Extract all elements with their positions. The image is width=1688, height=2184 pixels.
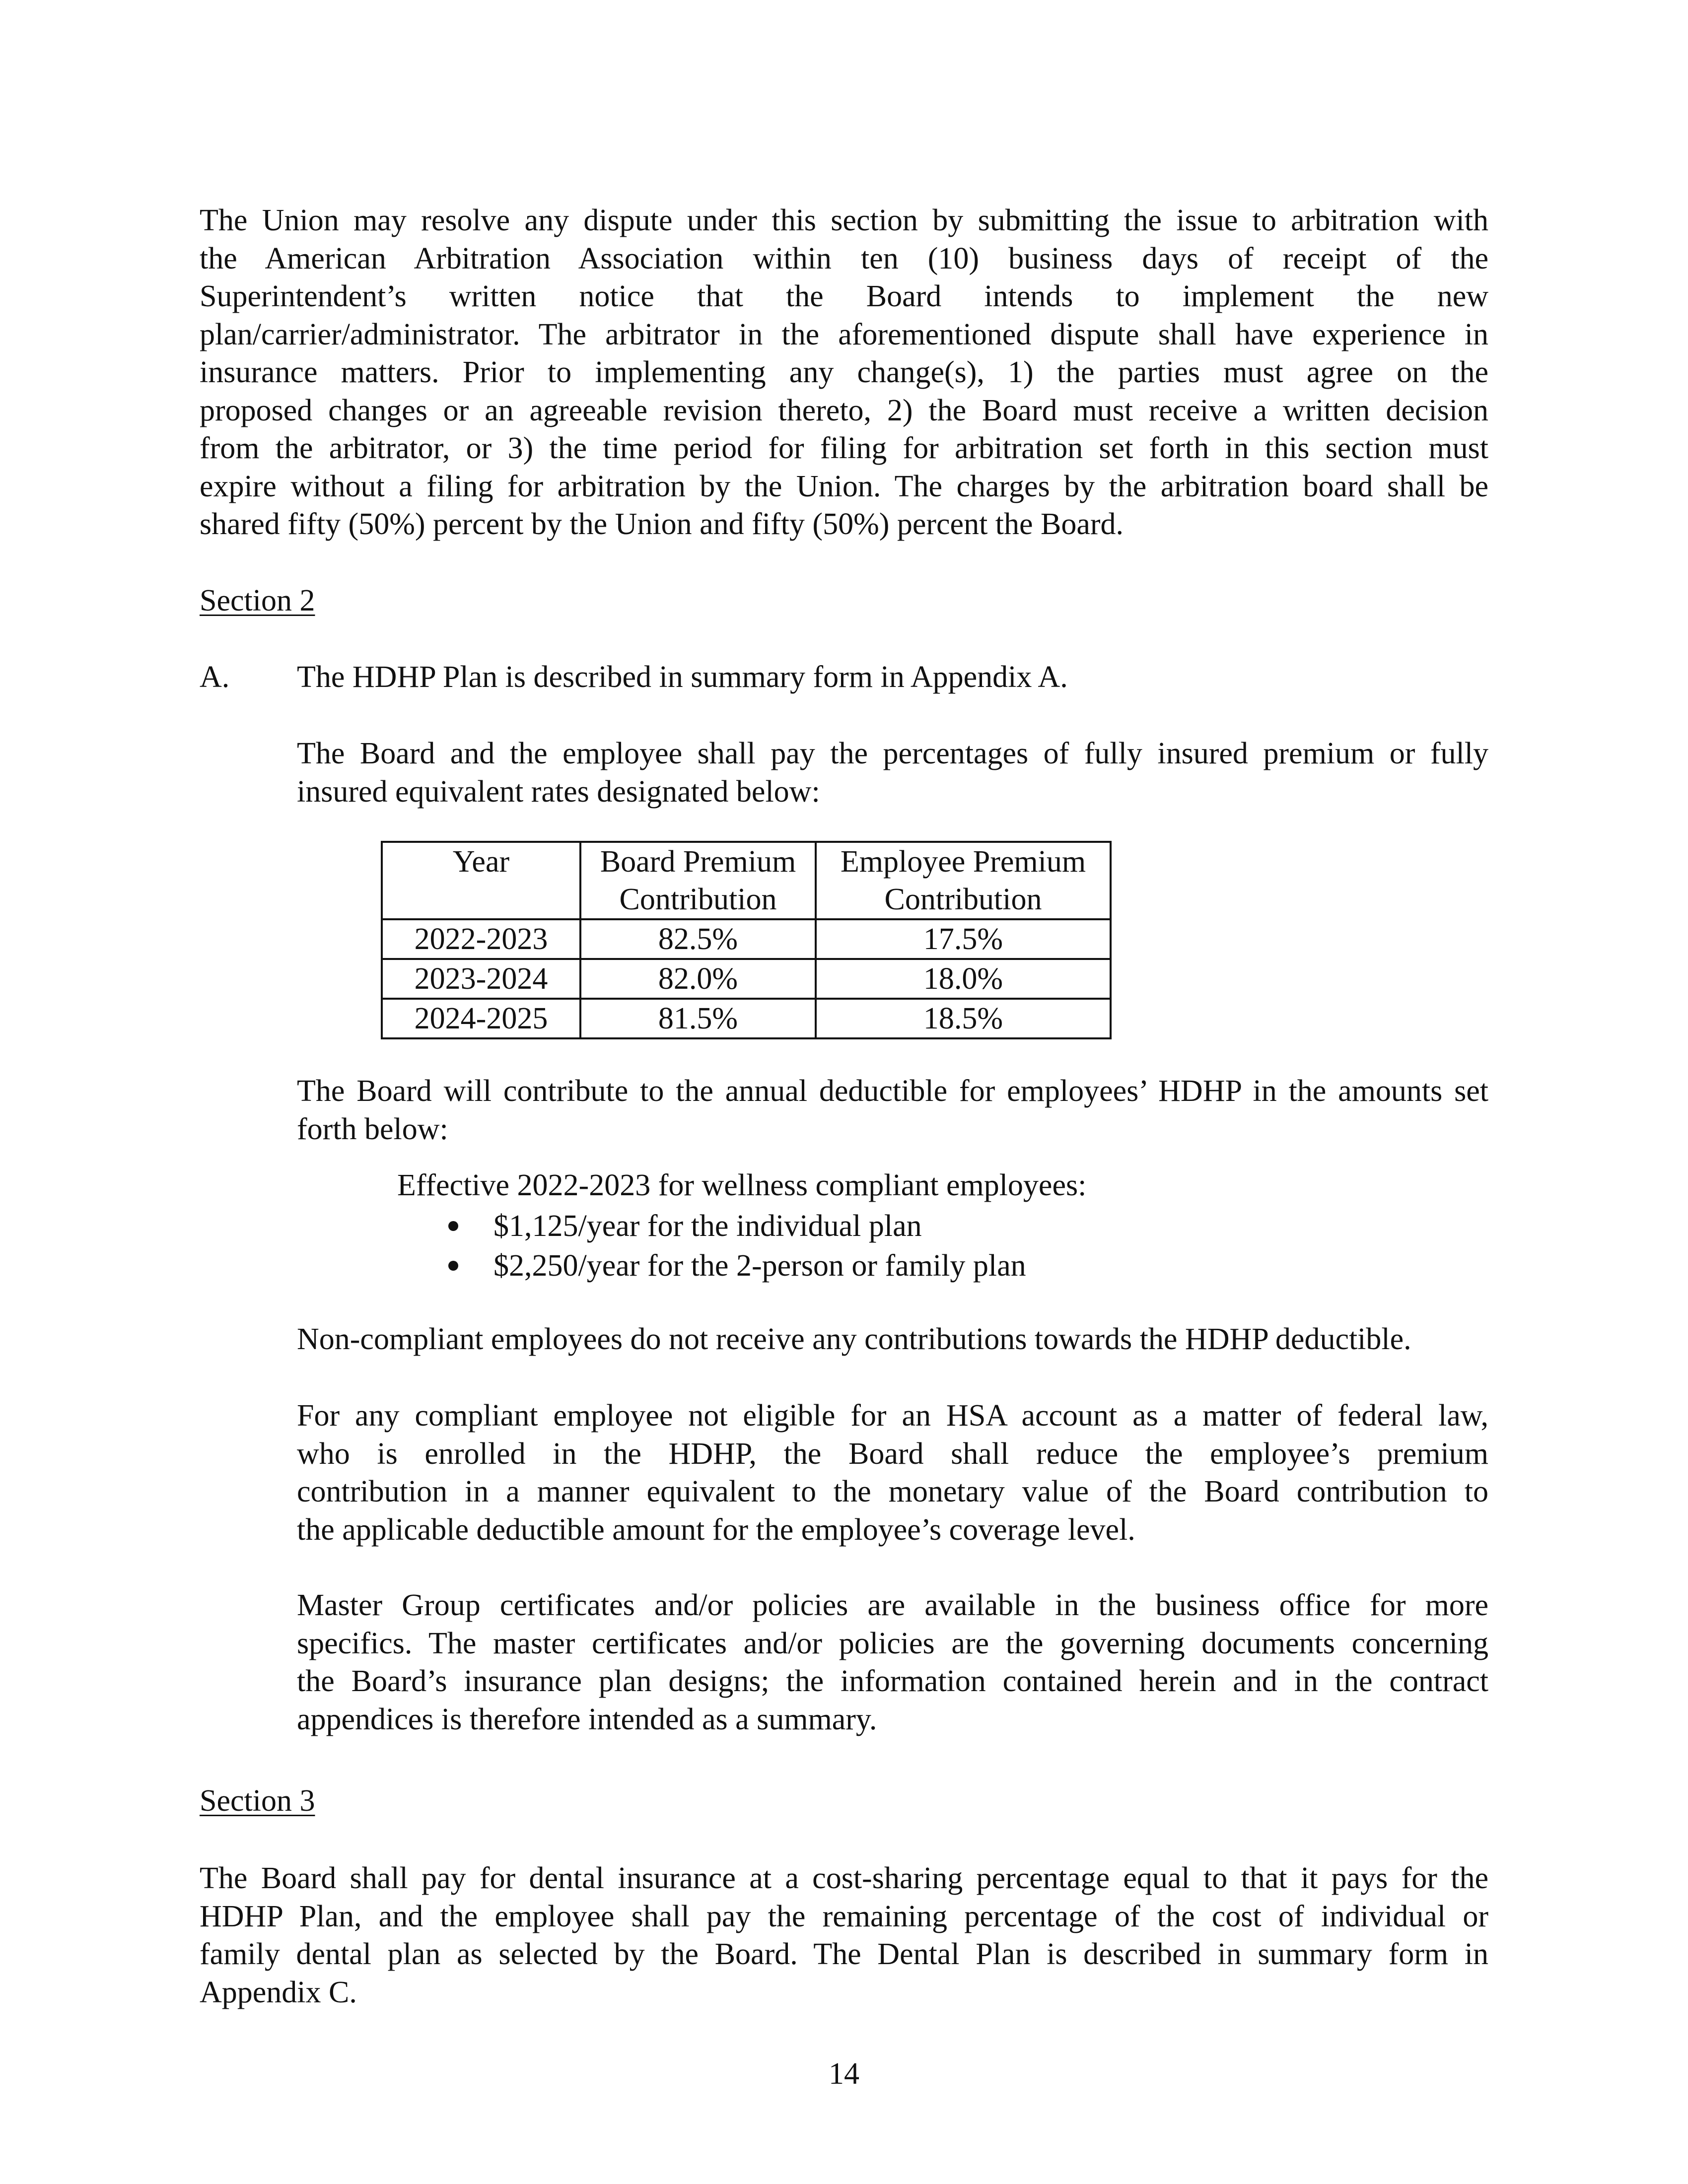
text-line: insured equivalent rates designated below:	[297, 774, 820, 809]
bullet-icon	[448, 1221, 458, 1231]
column-header-year	[382, 842, 580, 919]
table-row	[382, 959, 1111, 999]
item-letter-a: A.	[200, 660, 230, 694]
table-cell: 18.5%	[816, 999, 1111, 1038]
text-line: proposed changes or an agreeable revision thereto, 2) the Board must receive a written decision	[200, 393, 1488, 427]
text-line: appendices is therefore intended as a summary.	[297, 1702, 877, 1736]
table-cell: 2024-2025	[382, 999, 580, 1038]
text-line: Superintendent’s written notice that the Board intends to implement the new	[200, 279, 1488, 313]
text-line: expire without a filing for arbitration by the Union. The charges by the arbitration board shall be	[200, 469, 1488, 503]
hsa-paragraph	[297, 1397, 1488, 1549]
payment-intro-paragraph	[297, 735, 1488, 811]
text-line: plan/carrier/administrator. The arbitrator in the aforementioned dispute shall have experience in	[200, 317, 1488, 351]
text-line: Appendix C.	[200, 1975, 357, 2009]
text-line: forth below:	[297, 1112, 448, 1146]
header-text: Employee Premium	[840, 845, 1086, 879]
text-line: The HDHP Plan is described in summary form in Appendix A.	[297, 660, 1068, 694]
text-line: Effective 2022-2023 for wellness compliant employees:	[397, 1168, 1087, 1202]
list-item	[432, 1206, 1026, 1246]
text-line: who is enrolled in the HDHP, the Board shall reduce the employee’s premium	[297, 1436, 1488, 1471]
column-header-board-premium	[580, 842, 816, 919]
text-line: Master Group certificates and/or policies are available in the business office for more	[297, 1588, 1488, 1622]
table-row	[382, 999, 1111, 1038]
item-a-text	[297, 658, 1068, 696]
text-line: the applicable deductible amount for the employee’s coverage level.	[297, 1512, 1135, 1547]
table-cell: 2023-2024	[382, 959, 580, 999]
text-line: from the arbitrator, or 3) the time period for filing for arbitration set forth in this section must	[200, 431, 1488, 465]
text-line: shared fifty (50%) percent by the Union and fifty (50%) percent the Board.	[200, 507, 1124, 541]
deductible-bullet-list	[432, 1206, 1026, 1286]
section-3-heading: Section 3	[200, 1784, 315, 1818]
table-cell: 18.0%	[816, 959, 1111, 999]
table-cell: 82.5%	[580, 919, 816, 959]
text-line: contribution in a manner equivalent to the monetary value of the Board contribution to	[297, 1475, 1488, 1508]
header-text: Year	[452, 845, 510, 879]
text-line: insurance matters. Prior to implementing any change(s), 1) the parties must agree on the	[200, 355, 1488, 389]
arbitration-paragraph	[200, 202, 1488, 544]
premium-contribution-table	[381, 841, 1112, 1039]
page-number: 14	[829, 2057, 859, 2091]
header-text: Contribution	[619, 883, 777, 916]
noncompliant-paragraph	[297, 1320, 1411, 1359]
table-header-row	[382, 842, 1111, 919]
effective-line	[397, 1166, 1086, 1205]
text-line: The Union may resolve any dispute under this section by submitting the issue to arbitration with	[200, 204, 1488, 237]
deductible-intro-paragraph	[297, 1072, 1488, 1148]
text-line: The Board and the employee shall pay the percentages of fully insured premium or fully	[297, 737, 1488, 770]
list-item	[432, 1246, 1026, 1286]
list-item-text: $2,250/year for the 2-person or family plan	[493, 1249, 1026, 1283]
text-line: Non-compliant employees do not receive any contributions towards the HDHP deductible.	[297, 1322, 1411, 1356]
table-row	[382, 919, 1111, 959]
header-text: Contribution	[884, 883, 1042, 916]
list-item-text: $1,125/year for the individual plan	[493, 1209, 922, 1243]
table-cell: 82.0%	[580, 959, 816, 999]
text-line: specifics. The master certificates and/or policies are the governing documents concerning	[297, 1626, 1488, 1660]
section-2-heading: Section 2	[200, 584, 315, 617]
text-line: The Board will contribute to the annual deductible for employees’ HDHP in the amounts set	[297, 1074, 1488, 1108]
header-text: Board Premium	[600, 845, 796, 879]
bullet-icon	[448, 1261, 458, 1271]
master-group-paragraph	[297, 1586, 1488, 1738]
table-cell: 81.5%	[580, 999, 816, 1038]
table-cell: 17.5%	[816, 919, 1111, 959]
text-line: For any compliant employee not eligible for an HSA account as a matter of federal law,	[297, 1399, 1488, 1433]
text-line: The Board shall pay for dental insurance at a cost-sharing percentage equal to that it pays for the	[200, 1861, 1488, 1895]
text-line: HDHP Plan, and the employee shall pay the remaining percentage of the cost of individual or	[200, 1899, 1488, 1933]
text-line: the Board’s insurance plan designs; the information contained herein and in the contract	[297, 1664, 1488, 1698]
table-cell: 2022-2023	[382, 919, 580, 959]
dental-paragraph	[200, 1859, 1488, 2011]
text-line: family dental plan as selected by the Board. The Dental Plan is described in summary form in	[200, 1937, 1488, 1971]
text-line: the American Arbitration Association within ten (10) business days of receipt of the	[200, 241, 1488, 275]
column-header-employee-premium	[816, 842, 1111, 919]
